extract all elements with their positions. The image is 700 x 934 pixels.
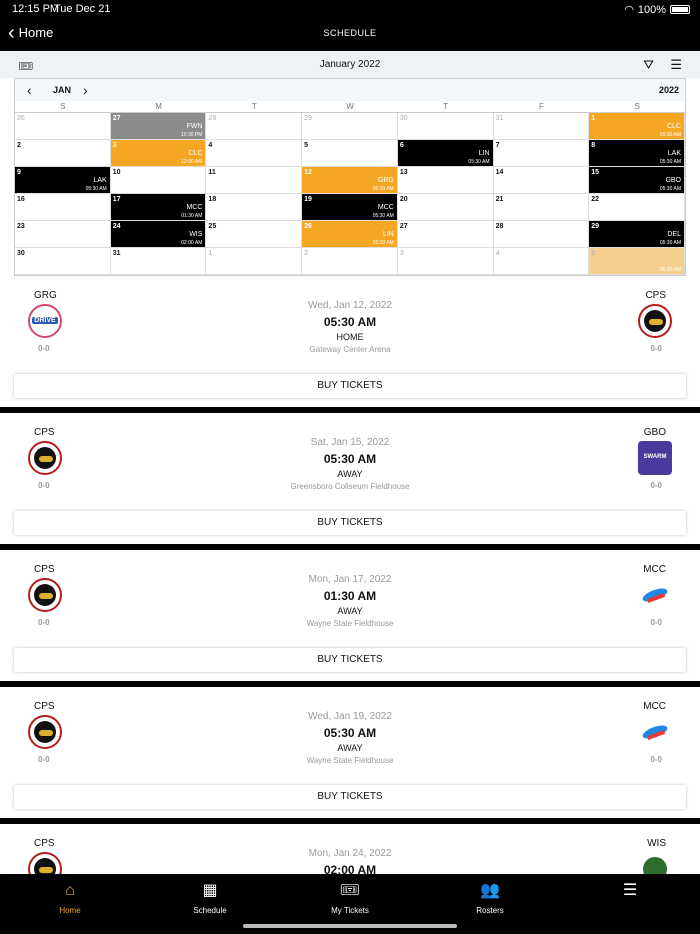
day-number: 26 [304,223,312,230]
tab-label: Home [59,906,81,915]
day-opponent: DEL [667,231,681,238]
away-team-code: MCC [643,701,666,712]
calendar-header [15,79,685,101]
buy-tickets-button[interactable]: BUY TICKETS [14,785,686,809]
status-right [624,3,690,16]
day-opponent: LAK [667,150,681,157]
away-team-code: MCC [643,564,666,575]
battery-icon [670,5,690,14]
day-opponent: GBO [665,177,681,184]
day-opponent: LAK [93,177,107,184]
calendar-day[interactable] [15,167,111,194]
day-number: 5 [304,142,309,149]
day-opponent: LIN [478,150,490,157]
day-number: 17 [112,196,121,203]
game-info [200,848,500,874]
calendar-day[interactable] [589,167,685,194]
weekday-row [15,101,685,113]
day-time: 10:30 PM [181,132,203,138]
day-number: 29 [591,223,600,230]
calendar-day[interactable] [206,248,302,275]
calendar-day[interactable] [206,167,302,194]
day-number: 1 [591,115,596,122]
wifi-icon: ◠ [624,4,634,16]
day-opponent: GRG [377,177,394,184]
day-time: 01:30 AM [181,213,203,219]
chevron-left-icon: ‹ [8,21,15,44]
day-opponent: MCC [186,204,203,211]
home-team-logo [28,852,62,874]
calendar-day[interactable] [398,248,494,275]
game-date: Mon, Jan 24, 2022 [308,848,392,859]
day-time: 05:30 AM [659,132,681,138]
calendar-day[interactable] [111,167,207,194]
calendar-grid [15,113,685,275]
calendar-day[interactable] [302,113,398,140]
day-number: 19 [304,196,312,203]
day-number: 14 [495,169,504,176]
day-number: 7 [495,142,500,149]
day-number: 20 [399,196,408,203]
calendar-day[interactable] [206,194,302,221]
calendar-day[interactable] [398,194,494,221]
day-number: 31 [495,115,504,122]
home-team-code: CPS [34,427,55,438]
game-venue: Gateway Center Arena [309,345,391,354]
calendar-day[interactable] [302,140,398,167]
home-team-logo [28,441,62,475]
battery-percent: 100% [637,3,666,16]
calendar-month: JAN [53,85,72,95]
away-team-logo [638,441,672,475]
game-date: Sat, Jan 15, 2022 [310,437,390,448]
back-label: Home [18,25,54,40]
game-date: Mon, Jan 17, 2022 [308,574,392,585]
calendar-day[interactable] [111,221,207,248]
day-number: 10 [112,169,121,176]
day-number: 18 [208,196,217,203]
game-info [200,574,500,628]
day-number: 31 [112,250,121,257]
day-time: 05:30 AM [372,240,394,246]
day-number: 27 [399,223,408,230]
tab-bar [0,874,700,934]
day-opponent: WIS [189,231,203,238]
game-venue: Wayne State Fieldhouse [306,619,394,628]
calendar-day[interactable] [111,248,207,275]
away-team-record: 0-0 [650,618,662,627]
day-number: 15 [591,169,600,176]
tab-label: My Tickets [331,906,369,915]
game-time: 05:30 AM [323,315,377,329]
day-number: 5 [591,250,596,257]
calendar-day[interactable] [398,167,494,194]
day-number: 1 [208,250,213,257]
game-time: 05:30 AM [323,452,377,466]
nav-bar [0,18,700,51]
game-card [0,413,700,550]
game-info [200,711,500,765]
day-time: 05:30 AM [468,159,490,165]
game-date: Wed, Jan 19, 2022 [308,711,392,722]
tab-my-tickets[interactable] [310,882,390,915]
away-team-logo [638,578,672,612]
away-team-record: 0-0 [650,755,662,764]
game-info [200,437,500,491]
buy-tickets-button[interactable]: BUY TICKETS [14,511,686,535]
calendar-day[interactable] [494,167,590,194]
home-team-record: 0-0 [38,755,50,764]
game-date: Wed, Jan 12, 2022 [308,300,392,311]
home-team-code: GRG [34,290,57,301]
day-time: 02:00 AM [181,240,203,246]
day-number: 29 [304,115,312,122]
day-number: 9 [17,169,21,176]
day-number: 3 [399,250,404,257]
away-team-record: 0-0 [650,481,662,490]
day-number: 2 [304,250,309,257]
buy-tickets-button[interactable]: BUY TICKETS [14,374,686,398]
filter-icon[interactable]: ⛛ [643,57,654,72]
away-team-logo [638,852,672,874]
day-number: 8 [591,142,596,149]
home-team-logo [28,304,62,338]
day-number: 30 [17,250,25,257]
day-time: 05:30 AM [372,186,394,192]
away-team-logo [638,715,672,749]
home-team-record: 0-0 [38,481,50,490]
calendar-day[interactable] [206,113,302,140]
calendar-day[interactable] [589,113,685,140]
weekday-label: W [346,102,354,111]
home-team-logo [28,715,62,749]
page-title: SCHEDULE [323,28,377,38]
home-team-record: 0-0 [38,344,50,353]
calendar-day[interactable] [302,167,398,194]
calendar-day[interactable] [111,113,207,140]
game-time: 05:30 AM [323,726,377,740]
game-location: AWAY [337,606,363,616]
day-number: 6 [399,142,404,149]
calendar-day[interactable] [111,140,207,167]
status-time: 12:15 PM [12,3,60,15]
calendar-day[interactable] [15,194,111,221]
game-time: 01:30 AM [323,589,377,603]
calendar-day[interactable] [15,221,111,248]
tab-menu[interactable] [590,882,670,900]
calendar-day[interactable] [589,194,685,221]
games-list [0,276,700,874]
day-time: 12:00 AM [181,159,203,165]
calendar-day[interactable] [398,221,494,248]
calendar-day[interactable] [15,140,111,167]
weekday-label: S [60,102,66,111]
game-location: AWAY [337,743,363,753]
away-team-code: GBO [643,427,666,438]
status-date: Tue Dec 21 [54,3,111,15]
day-opponent: CLC [666,123,681,130]
home-team-code: CPS [34,838,55,849]
day-number: 22 [591,196,600,203]
calendar-day[interactable] [206,140,302,167]
day-opponent: MCC [377,204,394,211]
calendar-day[interactable] [302,221,398,248]
day-number: 28 [208,115,217,122]
game-card [0,687,700,824]
calendar-day[interactable] [15,248,111,275]
status-bar [0,0,700,18]
day-number: 12 [304,169,312,176]
chevron-left-icon[interactable]: ‹ [27,82,32,98]
day-opponent: FWN [186,123,203,130]
game-card [0,276,700,413]
calendar-day[interactable] [589,221,685,248]
calendar-day[interactable] [494,221,590,248]
calendar-day[interactable] [15,113,111,140]
day-number: 21 [495,196,504,203]
day-time: 05:30 AM [659,186,681,192]
day-opponent: LIN [382,231,394,238]
game-location: AWAY [337,469,363,479]
game-card [0,824,700,874]
day-number: 4 [495,250,500,257]
away-team-code: CPS [645,290,666,301]
calendar-day[interactable] [494,248,590,275]
calendar-day[interactable] [589,248,685,275]
weekday-label: T [443,102,449,111]
ticket-icon: 🎟 [339,882,361,899]
home-team-logo [28,578,62,612]
day-number: 13 [399,169,408,176]
month-header [0,51,700,78]
day-time: 05:30 AM [372,213,394,219]
away-team-logo [638,304,672,338]
calendar-year: 2022 [658,85,679,95]
weekday-label: T [251,102,257,111]
calendar-day[interactable] [494,194,590,221]
tab-schedule[interactable] [170,882,250,915]
calendar-day[interactable] [398,140,494,167]
calendar-day[interactable] [111,194,207,221]
day-number: 28 [495,223,504,230]
day-time: 05:30 AM [659,267,681,273]
list-icon[interactable]: ☰ [670,57,682,72]
calendar-day[interactable] [302,194,398,221]
calendar-day[interactable] [302,248,398,275]
day-time: 05:30 AM [85,186,107,192]
calendar-day[interactable] [206,221,302,248]
home-team-record: 0-0 [38,618,50,627]
day-number: 27 [112,115,121,122]
home-team-code: CPS [34,701,55,712]
game-venue: Greensboro Coliseum Fieldhouse [290,482,410,491]
weekday-label: M [155,102,162,111]
day-number: 30 [399,115,408,122]
game-time: 02:00 AM [323,863,377,874]
day-number: 11 [208,169,216,176]
weekday-label: F [538,102,544,111]
calendar-day[interactable] [398,113,494,140]
day-time: 05:30 AM [659,159,681,165]
home-indicator [243,924,457,928]
tab-rosters[interactable] [450,882,530,915]
away-team-code: WIS [647,838,666,849]
ticket-icon[interactable]: 🎟 [18,59,34,73]
chevron-right-icon[interactable]: › [83,82,88,98]
game-info [200,300,500,354]
menu-icon: ☰ [622,882,638,899]
home-team-code: CPS [34,564,55,575]
day-opponent: CLC [188,150,203,157]
day-time: 05:30 AM [659,240,681,246]
day-number: 23 [17,223,25,230]
month-label: January 2022 [319,59,381,70]
calendar-day[interactable] [589,140,685,167]
day-number: 16 [17,196,25,203]
tab-home[interactable] [30,882,110,915]
people-icon: 👥 [480,882,500,899]
calendar [14,78,686,276]
day-number: 3 [112,142,117,149]
day-number: 25 [208,223,217,230]
day-number: 2 [17,142,21,149]
game-location: HOME [336,332,364,342]
home-icon: ⌂ [65,882,75,899]
buy-tickets-button[interactable]: BUY TICKETS [14,648,686,672]
schedule-content [0,51,700,874]
game-card [0,550,700,687]
day-number: 4 [208,142,213,149]
calendar-icon: ▦ [202,882,218,899]
tab-label: Schedule [193,906,227,915]
tab-label: Rosters [476,906,504,915]
calendar-day[interactable] [494,113,590,140]
game-venue: Wayne State Fieldhouse [306,756,394,765]
weekday-label: S [634,102,640,111]
day-number: 24 [112,223,121,230]
away-team-record: 0-0 [650,344,662,353]
calendar-day[interactable] [494,140,590,167]
day-number: 26 [17,115,25,122]
